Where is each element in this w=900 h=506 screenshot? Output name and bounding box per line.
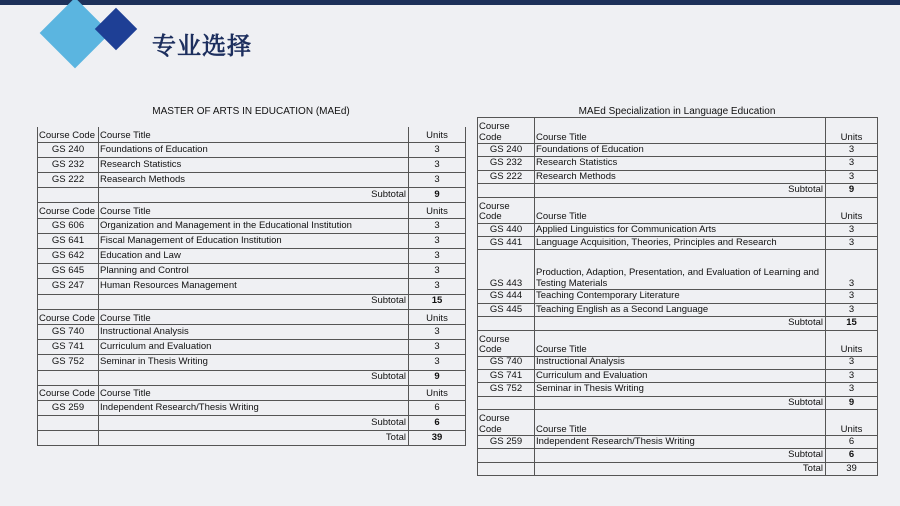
table-header-row (478, 330, 878, 356)
table-row (38, 218, 466, 233)
course-code: GS 232 (478, 157, 535, 170)
course-title: Seminar in Thesis Writing (535, 383, 826, 396)
table-row (38, 249, 466, 264)
course-title: Human Resources Management (99, 279, 409, 294)
course-code: GS 741 (478, 369, 535, 382)
course-units: 3 (826, 250, 878, 290)
empty-cell (38, 294, 99, 309)
course-title: Language Acquisition, Theories, Principles and Research (535, 236, 826, 249)
subtotal-value: 9 (409, 370, 466, 385)
course-units: 3 (409, 279, 466, 294)
course-units: 3 (826, 223, 878, 236)
course-title: Research Statistics (535, 157, 826, 170)
table-row (38, 355, 466, 370)
subtotal-value: 6 (826, 449, 878, 462)
table-header-row (38, 203, 466, 218)
course-code: GS 740 (478, 356, 535, 369)
course-units: 3 (409, 264, 466, 279)
course-code: GS 441 (478, 236, 535, 249)
subtotal-row (38, 416, 466, 431)
course-code: GS 606 (38, 218, 99, 233)
subtotal-row (478, 449, 878, 462)
header-title: Course Title (535, 118, 826, 144)
course-title: Curriculum and Evaluation (99, 340, 409, 355)
course-code: GS 247 (38, 279, 99, 294)
course-title: Instructional Analysis (99, 324, 409, 339)
subtotal-label: Subtotal (535, 396, 826, 409)
course-code: GS 222 (478, 170, 535, 183)
total-label: Total (535, 462, 826, 475)
course-code: GS 259 (478, 436, 535, 449)
course-code: GS 443 (478, 250, 535, 290)
empty-cell (478, 184, 535, 197)
table-header-row (38, 127, 466, 142)
subtotal-label: Subtotal (99, 416, 409, 431)
course-code: GS 741 (38, 340, 99, 355)
subtotal-row (38, 294, 466, 309)
header-code: Course Code (478, 118, 535, 144)
table-row (478, 290, 878, 303)
header-units: Units (409, 309, 466, 324)
course-units: 3 (409, 218, 466, 233)
course-title: Reasearch Methods (99, 173, 409, 188)
course-code: GS 445 (478, 303, 535, 316)
header-code: Course Code (478, 410, 535, 436)
course-code: GS 440 (478, 223, 535, 236)
course-units: 3 (409, 355, 466, 370)
table-row (478, 383, 878, 396)
course-code: GS 259 (38, 400, 99, 415)
total-value: 39 (409, 431, 466, 446)
course-units: 3 (826, 290, 878, 303)
subtotal-label: Subtotal (535, 184, 826, 197)
course-title: Research Statistics (99, 157, 409, 172)
empty-cell (38, 416, 99, 431)
course-title: Fiscal Management of Education Institution (99, 233, 409, 248)
table-row (38, 142, 466, 157)
subtotal-value: 15 (826, 317, 878, 330)
course-units: 3 (826, 383, 878, 396)
course-units: 3 (826, 144, 878, 157)
header-title: Course Title (535, 330, 826, 356)
course-units: 3 (826, 236, 878, 249)
course-title: Teaching Contemporary Literature (535, 290, 826, 303)
course-units: 3 (826, 170, 878, 183)
subtotal-label: Subtotal (535, 449, 826, 462)
table-header-row (38, 309, 466, 324)
table-header-row (478, 410, 878, 436)
header-title: Course Title (99, 385, 409, 400)
course-units: 3 (826, 369, 878, 382)
course-units: 3 (409, 340, 466, 355)
subtotal-value: 15 (409, 294, 466, 309)
course-code: GS 240 (478, 144, 535, 157)
course-title: Foundations of Education (99, 142, 409, 157)
course-title: Teaching English as a Second Language (535, 303, 826, 316)
course-title: Foundations of Education (535, 144, 826, 157)
table-row (478, 170, 878, 183)
header-code: Course Code (478, 197, 535, 223)
course-code: GS 641 (38, 233, 99, 248)
header-units: Units (826, 410, 878, 436)
table-row (38, 279, 466, 294)
total-label: Total (99, 431, 409, 446)
course-title: Curriculum and Evaluation (535, 369, 826, 382)
course-units: 3 (409, 157, 466, 172)
course-code: GS 240 (38, 142, 99, 157)
header-units: Units (409, 385, 466, 400)
empty-cell (478, 396, 535, 409)
course-code: GS 222 (38, 173, 99, 188)
table-header-row (478, 197, 878, 223)
course-title: Seminar in Thesis Writing (99, 355, 409, 370)
header-units: Units (826, 197, 878, 223)
course-title: Research Methods (535, 170, 826, 183)
empty-cell (38, 370, 99, 385)
header-code: Course Code (478, 330, 535, 356)
header-code: Course Code (38, 203, 99, 218)
course-title: Organization and Management in the Educational Institution (99, 218, 409, 233)
total-value: 39 (826, 462, 878, 475)
course-code: GS 444 (478, 290, 535, 303)
course-code: GS 740 (38, 324, 99, 339)
subtotal-value: 6 (409, 416, 466, 431)
course-units: 3 (409, 249, 466, 264)
course-units: 3 (409, 173, 466, 188)
course-code: GS 645 (38, 264, 99, 279)
header-code: Course Code (38, 127, 99, 142)
right-course-table (477, 117, 878, 476)
table-row (478, 356, 878, 369)
course-title: Education and Law (99, 249, 409, 264)
course-title: Applied Linguistics for Communication Arts (535, 223, 826, 236)
course-title: Planning and Control (99, 264, 409, 279)
course-title: Production, Adaption, Presentation, and Evaluation of Learning and Testing Materials (535, 250, 826, 290)
table-row (38, 233, 466, 248)
header-units: Units (409, 127, 466, 142)
course-units: 3 (826, 157, 878, 170)
course-title: Instructional Analysis (535, 356, 826, 369)
header-code: Course Code (38, 385, 99, 400)
subtotal-row (478, 317, 878, 330)
subtotal-row (478, 396, 878, 409)
course-units: 6 (826, 436, 878, 449)
table-row (478, 223, 878, 236)
header-units: Units (826, 118, 878, 144)
top-accent-bar (0, 0, 900, 5)
empty-cell (38, 188, 99, 203)
table-row (38, 340, 466, 355)
subtotal-label: Subtotal (99, 294, 409, 309)
total-row (38, 431, 466, 446)
table-row (478, 250, 878, 290)
table-row (38, 324, 466, 339)
subtotal-value: 9 (409, 188, 466, 203)
table-row (38, 264, 466, 279)
course-code: GS 232 (38, 157, 99, 172)
subtotal-value: 9 (826, 184, 878, 197)
left-course-table (37, 127, 466, 446)
table-row (478, 436, 878, 449)
header-units: Units (826, 330, 878, 356)
header-title: Course Title (99, 203, 409, 218)
page-title: 专业选择 (152, 32, 252, 60)
left-table-title: MASTER OF ARTS IN EDUCATION (MAEd) (152, 106, 350, 117)
table-row (38, 173, 466, 188)
subtotal-row (38, 370, 466, 385)
course-title: Independent Research/Thesis Writing (99, 400, 409, 415)
header-title: Course Title (99, 127, 409, 142)
course-units: 3 (826, 303, 878, 316)
table-row (478, 236, 878, 249)
subtotal-row (478, 184, 878, 197)
total-row (478, 462, 878, 475)
course-units: 3 (409, 142, 466, 157)
empty-cell (478, 449, 535, 462)
empty-cell (38, 431, 99, 446)
table-row (38, 157, 466, 172)
table-row (478, 157, 878, 170)
header-units: Units (409, 203, 466, 218)
header-title: Course Title (535, 410, 826, 436)
subtotal-label: Subtotal (535, 317, 826, 330)
subtotal-row (38, 188, 466, 203)
empty-cell (478, 317, 535, 330)
subtotal-value: 9 (826, 396, 878, 409)
course-code: GS 642 (38, 249, 99, 264)
right-table-title: MAEd Specialization in Language Education (578, 106, 776, 117)
subtotal-label: Subtotal (99, 370, 409, 385)
table-row (478, 303, 878, 316)
empty-cell (478, 462, 535, 475)
course-title: Independent Research/Thesis Writing (535, 436, 826, 449)
table-header-row (478, 118, 878, 144)
header-title: Course Title (535, 197, 826, 223)
header-code: Course Code (38, 309, 99, 324)
course-units: 6 (409, 400, 466, 415)
table-header-row (38, 385, 466, 400)
table-row (478, 369, 878, 382)
course-units: 3 (409, 233, 466, 248)
header-title: Course Title (99, 309, 409, 324)
course-units: 3 (826, 356, 878, 369)
decor-diamond-dark (95, 8, 137, 50)
table-row (38, 400, 466, 415)
course-code: GS 752 (38, 355, 99, 370)
table-row (478, 144, 878, 157)
course-code: GS 752 (478, 383, 535, 396)
subtotal-label: Subtotal (99, 188, 409, 203)
course-units: 3 (409, 324, 466, 339)
